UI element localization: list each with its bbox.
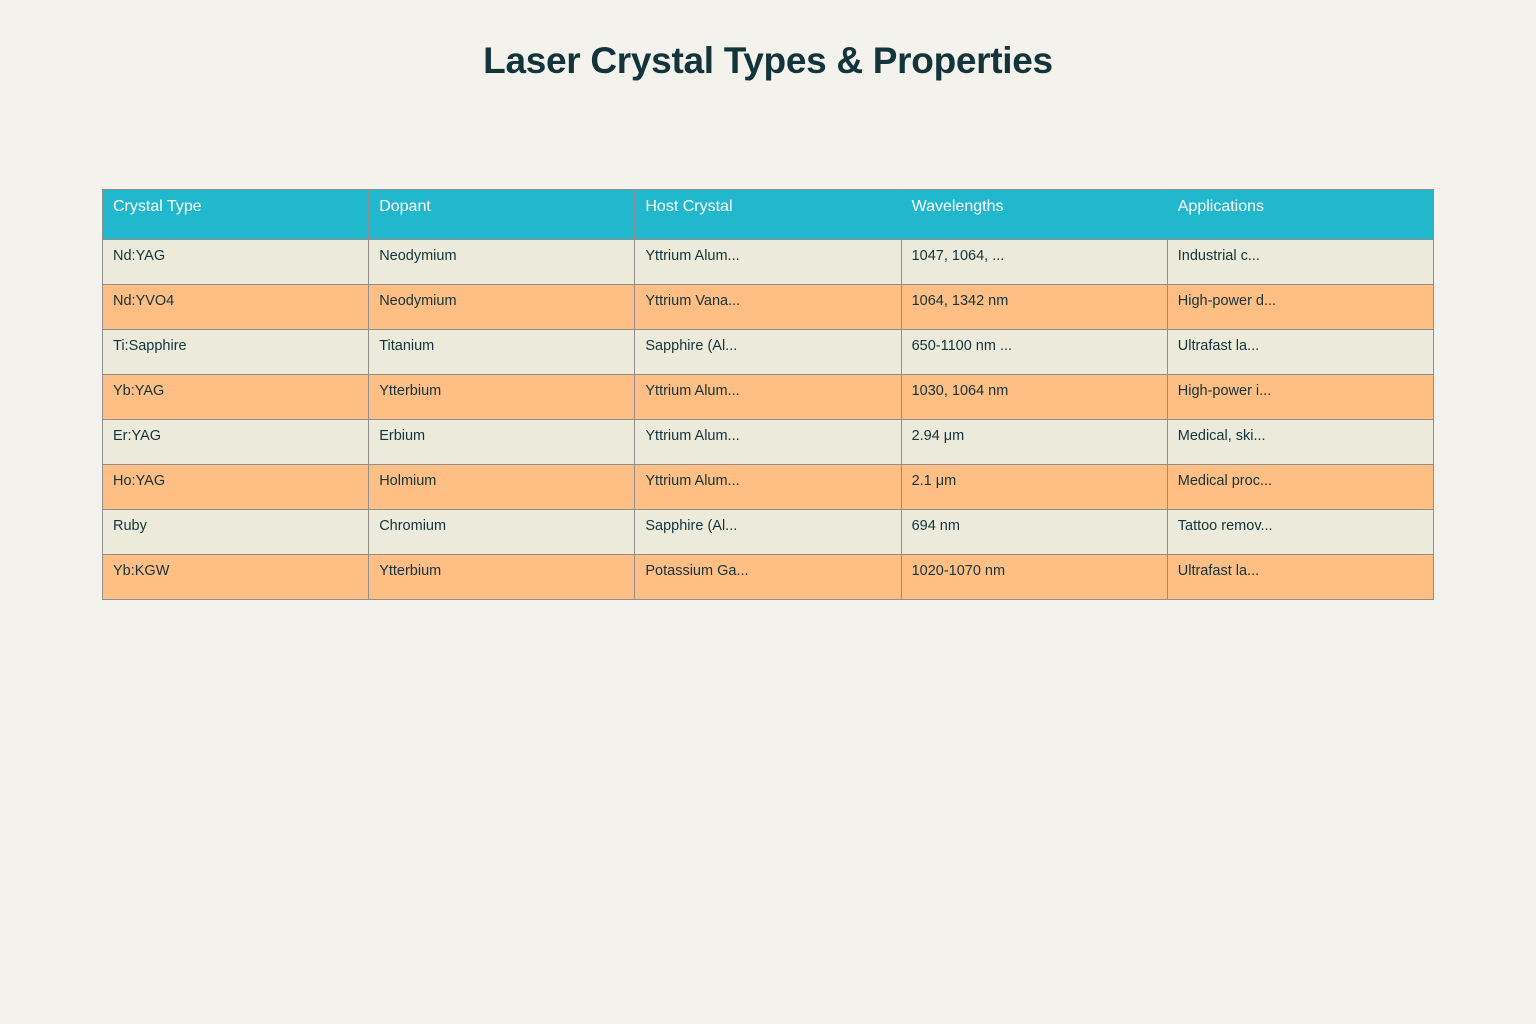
table-cell: Yb:KGW: [103, 555, 369, 600]
crystal-table-container: [102, 189, 1434, 600]
table-cell: High-power d...: [1167, 285, 1433, 330]
table-row: [103, 375, 1434, 420]
table-cell: Medical proc...: [1167, 465, 1433, 510]
table-cell: Er:YAG: [103, 420, 369, 465]
table-row: [103, 555, 1434, 600]
table-cell: Yttrium Alum...: [635, 375, 901, 420]
table-cell: 650-1100 nm ...: [901, 330, 1167, 375]
table-row: [103, 465, 1434, 510]
table-cell: Sapphire (Al...: [635, 330, 901, 375]
table-cell: Medical, ski...: [1167, 420, 1433, 465]
table-body: [103, 240, 1434, 600]
table-cell: 1047, 1064, ...: [901, 240, 1167, 285]
column-header-crystal-type: Crystal Type: [103, 190, 369, 240]
table-cell: Nd:YVO4: [103, 285, 369, 330]
table-row: [103, 285, 1434, 330]
table-cell: Sapphire (Al...: [635, 510, 901, 555]
table-cell: Titanium: [369, 330, 635, 375]
table-cell: Yttrium Alum...: [635, 420, 901, 465]
table-row: [103, 510, 1434, 555]
table-cell: Industrial c...: [1167, 240, 1433, 285]
column-header-host-crystal: Host Crystal: [635, 190, 901, 240]
table-cell: Neodymium: [369, 240, 635, 285]
table-cell: Chromium: [369, 510, 635, 555]
table-cell: Ti:Sapphire: [103, 330, 369, 375]
table-cell: Yb:YAG: [103, 375, 369, 420]
table-cell: 1020-1070 nm: [901, 555, 1167, 600]
table-cell: 2.94 μm: [901, 420, 1167, 465]
column-header-applications: Applications: [1167, 190, 1433, 240]
table-row: [103, 240, 1434, 285]
table-cell: Ho:YAG: [103, 465, 369, 510]
table-cell: 2.1 μm: [901, 465, 1167, 510]
table-cell: Yttrium Alum...: [635, 240, 901, 285]
table-cell: Erbium: [369, 420, 635, 465]
table-cell: Neodymium: [369, 285, 635, 330]
table-cell: Ultrafast la...: [1167, 555, 1433, 600]
table-cell: Ultrafast la...: [1167, 330, 1433, 375]
table-cell: Nd:YAG: [103, 240, 369, 285]
table-cell: 1064, 1342 nm: [901, 285, 1167, 330]
header-row: [103, 190, 1434, 240]
table-cell: 1030, 1064 nm: [901, 375, 1167, 420]
table-cell: Holmium: [369, 465, 635, 510]
table-cell: Ruby: [103, 510, 369, 555]
column-header-dopant: Dopant: [369, 190, 635, 240]
table-row: [103, 330, 1434, 375]
table-cell: High-power i...: [1167, 375, 1433, 420]
table-cell: Ytterbium: [369, 375, 635, 420]
table-header: [103, 190, 1434, 240]
table-cell: Yttrium Alum...: [635, 465, 901, 510]
table-cell: Yttrium Vana...: [635, 285, 901, 330]
crystal-table: [102, 189, 1434, 600]
table-cell: Tattoo remov...: [1167, 510, 1433, 555]
chart-title: Laser Crystal Types & Properties: [483, 40, 1053, 81]
table-cell: Ytterbium: [369, 555, 635, 600]
table-cell: Potassium Ga...: [635, 555, 901, 600]
table-row: [103, 420, 1434, 465]
column-header-wavelengths: Wavelengths: [901, 190, 1167, 240]
table-cell: 694 nm: [901, 510, 1167, 555]
